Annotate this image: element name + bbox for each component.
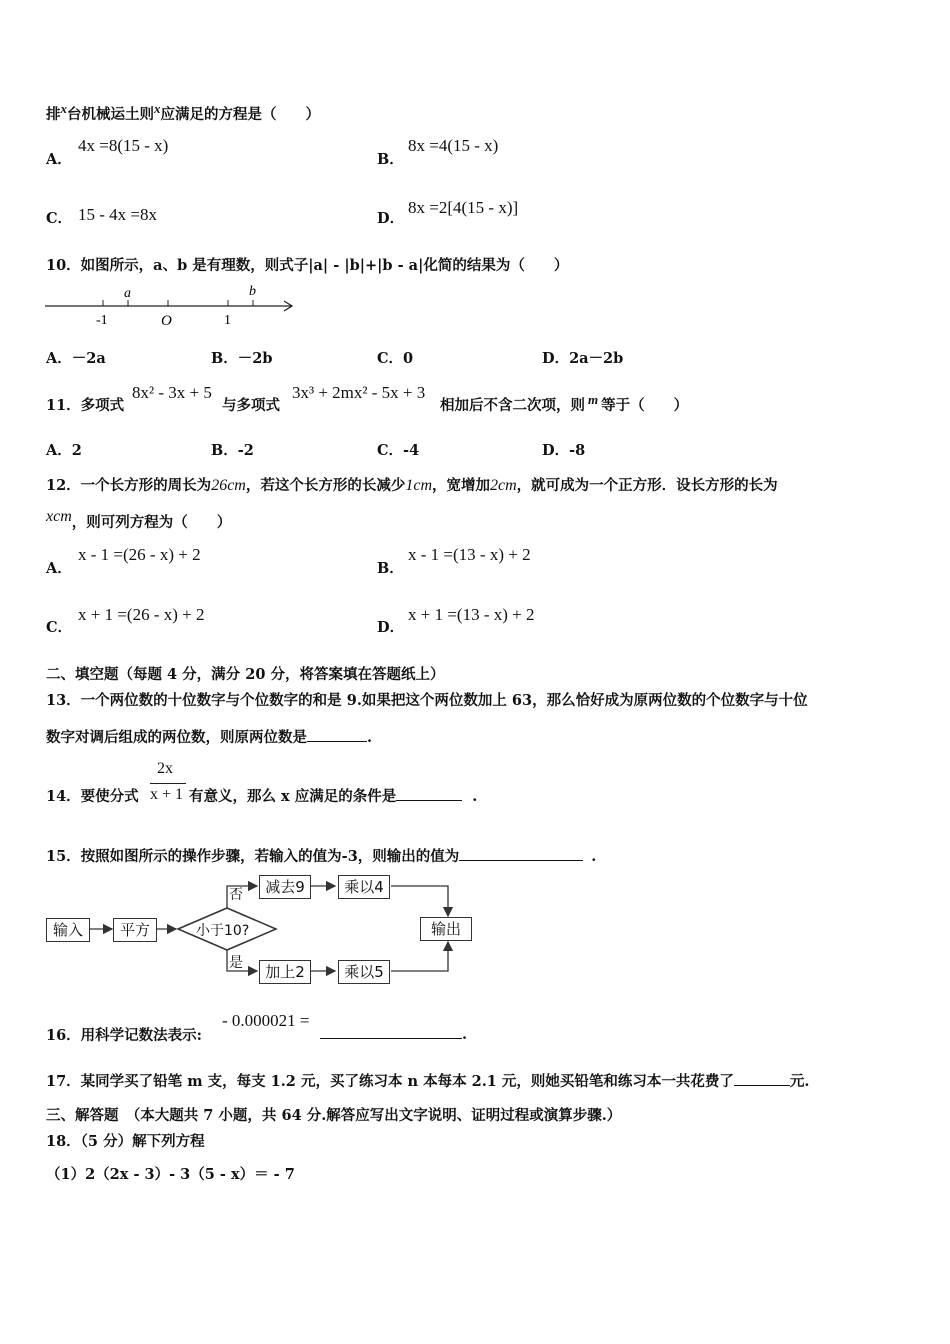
q14-post: 有意义，那么 x 应满足的条件是 . xyxy=(189,788,478,805)
section-2-heading: 二、填空题（每题 4 分，满分 20 分，将答案填在答题纸上） xyxy=(46,666,445,683)
q16-answer: . xyxy=(320,1024,467,1043)
flow-condition-label: 小于10? xyxy=(196,923,250,939)
q13-line2: 数字对调后组成的两位数，则原两位数是 . xyxy=(46,729,373,746)
q10-option-b: B．－2b xyxy=(211,350,273,367)
q18-part1: （1）2（2x - 3）- 3（5 - x）＝ - 7 xyxy=(46,1166,295,1183)
q17-stem: 17．某同学买了铅笔 m 支，每支 1.2 元，买了练习本 n 本每本 2.1 元，则她买铅笔和练习本一共花费了 元. xyxy=(46,1073,810,1090)
q12-option-b-expr: x - 1 =(13 - x) + 2 xyxy=(408,545,531,564)
q16-pre: 16．用科学记数法表示: xyxy=(46,1027,203,1044)
q12-stem-line2: xcm，则可列方程为（ ） xyxy=(46,508,232,531)
tick-label-0: O xyxy=(161,313,172,329)
q10-option-c: C．0 xyxy=(377,350,414,367)
q9-option-d-expr: 8x =2[4(15 - x)] xyxy=(408,198,519,217)
q12-option-d-label: D． xyxy=(377,619,405,636)
q14-denominator: x + 1 xyxy=(150,786,184,803)
tick-label-minus-1: -1 xyxy=(96,313,108,328)
q14-answer-blank[interactable] xyxy=(396,786,462,801)
q10-number-line xyxy=(40,282,310,330)
q12-option-d-expr: x + 1 =(13 - x) + 2 xyxy=(408,605,535,624)
q14-fraction-bar xyxy=(150,783,186,784)
q12-stem-line1: 12．一个长方形的周长为26cm，若这个长方形的长减少1cm，宽增加2cm，就可成为一个正方形．设长方形的长为 xyxy=(46,477,778,494)
q11-poly1: 8x² - 3x + 5 xyxy=(132,383,212,402)
q9-option-b-label: B． xyxy=(377,151,404,168)
q9-option-a-label: A． xyxy=(46,151,72,168)
tick-label-1: 1 xyxy=(224,313,231,328)
q11-num: 11．多项式 xyxy=(46,397,125,414)
flow-multiply4-box: 乘以4 xyxy=(338,875,390,899)
q11-poly2: 3x³ + 2mx² - 5x + 3 xyxy=(292,383,426,402)
q10-option-a: A．－2a xyxy=(46,350,106,367)
q9-option-c-expr: 15 - 4x =8x xyxy=(78,205,157,224)
q11-tail: 相加后不含二次项，则 m 等于（ ） xyxy=(440,392,689,414)
flow-input-box: 输入 xyxy=(46,918,90,942)
point-label-a: a xyxy=(124,286,131,301)
q16-expr: - 0.000021 = xyxy=(222,1011,310,1030)
q15-stem: 15．按照如图所示的操作步骤，若输入的值为-3，则输出的值为 . xyxy=(46,848,597,865)
q12-option-c-expr: x + 1 =(26 - x) + 2 xyxy=(78,605,205,624)
q10-stem: 10．如图所示，a、b 是有理数，则式子|a| - |b|+|b - a|化简的结果为（ ） xyxy=(46,257,569,274)
section-3-heading: 三、解答题 （本大题共 7 小题，共 64 分.解答应写出文字说明、证明过程或演算步骤.） xyxy=(46,1107,622,1124)
flow-subtract9-box: 减去9 xyxy=(259,875,311,899)
q9-option-b-expr: 8x =4(15 - x) xyxy=(408,136,499,155)
q10-option-d: D．2a－2b xyxy=(542,350,624,367)
q14-numerator: 2x xyxy=(157,760,173,777)
q9-stem: 排x台机械运土则x应满足的方程是（ ） xyxy=(46,101,320,123)
q9-option-d-label: D． xyxy=(377,210,405,227)
q14-pre: 14．要使分式 xyxy=(46,788,139,805)
q12-option-b-label: B． xyxy=(377,560,404,577)
flow-square-box: 平方 xyxy=(113,918,157,942)
q12-option-a-expr: x - 1 =(26 - x) + 2 xyxy=(78,545,201,564)
point-label-b: b xyxy=(249,284,256,299)
q11-option-b: B．-2 xyxy=(211,442,254,459)
q9-option-c-label: C． xyxy=(46,210,73,227)
flow-multiply5-box: 乘以5 xyxy=(338,960,390,984)
q11-option-c: C．-4 xyxy=(377,442,420,459)
q9-option-a-expr: 4x =8(15 - x) xyxy=(78,136,169,155)
q16-answer-blank[interactable] xyxy=(320,1024,462,1039)
q11-mid: 与多项式 xyxy=(222,397,280,414)
q12-option-c-label: C． xyxy=(46,619,73,636)
flow-output-box: 输出 xyxy=(420,917,472,941)
q11-option-d: D．-8 xyxy=(542,442,586,459)
q15-answer-blank[interactable] xyxy=(459,846,583,861)
q13-line1: 13．一个两位数的十位数字与个位数字的和是 9.如果把这个两位数加上 63，那么恰好成为原两位数的个位数字与十位 xyxy=(46,692,808,709)
flow-no-label: 否 xyxy=(229,887,243,903)
q13-answer-blank[interactable] xyxy=(307,727,367,742)
flow-add2-box: 加上2 xyxy=(259,960,311,984)
flow-yes-label: 是 xyxy=(229,955,243,971)
q18-stem: 18．（5 分）解下列方程 xyxy=(46,1133,205,1150)
q12-option-a-label: A． xyxy=(46,560,72,577)
q11-option-a: A．2 xyxy=(46,442,82,459)
q17-answer-blank[interactable] xyxy=(734,1071,790,1086)
